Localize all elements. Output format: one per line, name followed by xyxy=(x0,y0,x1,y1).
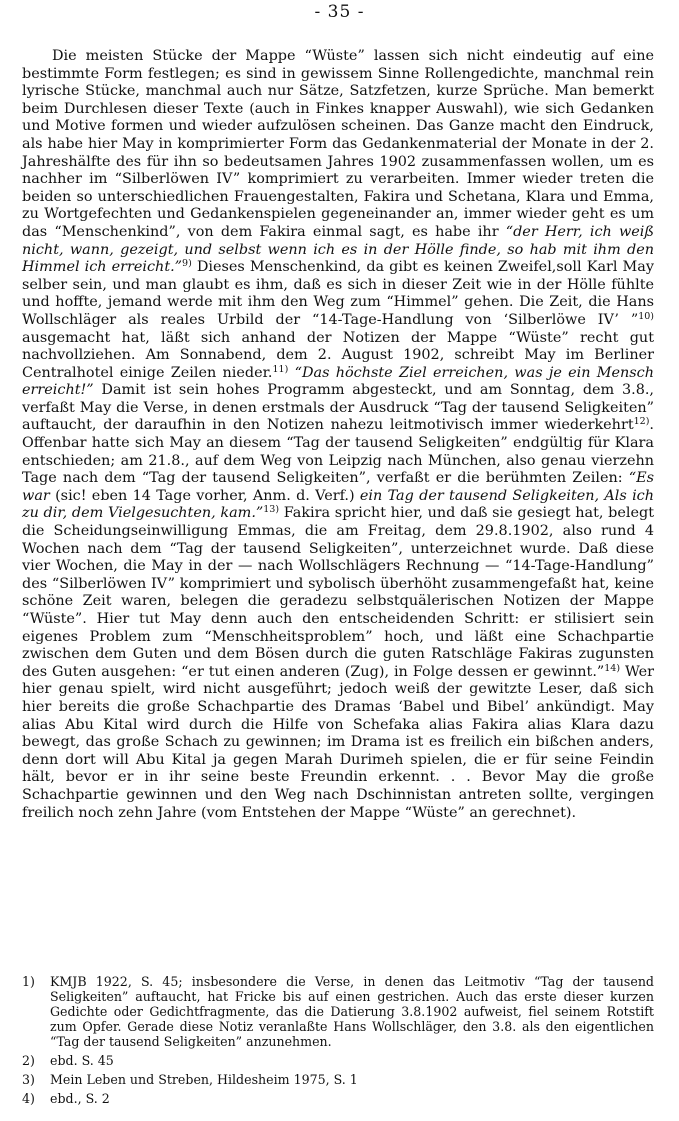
footnote-number: 2) xyxy=(22,1053,35,1068)
quote-tag-der-seligkeiten: ein Tag der tausend Seligkeiten, Als ich zu dir, dem Vielgesuchten, kam.” xyxy=(22,487,654,522)
text-segment: Fakira spricht hier, und daß sie gesiegt hat, belegt die Scheidungseinwilligung Emmas, die am Freitag, dem 29.8.1902, also rund 4 Wochen nach dem “Tag der tausend Seligkeiten”, unterzeichnet wurde. Daß diese vier Wochen, die May in der — nach Wollschlägers Rechnung — “14-Tage-Handlung” des “Silberlöwen IV” komprimiert und sybolisch überhöht zusammengefaßt hat, keine schöne Zeit waren, belegen die geradezu selbstquälerischen Notizen der Mappe “Wüste”. Hier tut May denn auch den entscheidenden Schritt: er stilisiert sein eigenes Problem zum “Menschheitsproblem” hoch, und läßt eine Schachpartie zwischen dem Guten und dem Bösen durch die guten Ratschläge Fakiras zugunsten des Guten ausgehen: “er tut einen anderen (Zug), in Folge dessen er gewinnt.” xyxy=(22,505,655,680)
text-segment: Dieses Menschenkind, da gibt es keinen Zweifel,soll Karl May selber sein, und man glaubt es ihm, daß es sich in dieser Zeit wie in der Hölle fühlte und hoffte, jemand werde mit ihm den Weg zum “Himmel” gehen. Die Zeit, die Hans Wollschläger als reales Urbild der “14-Tage-Handlung von ‘Silberlöwe IV’ ” xyxy=(22,259,654,328)
footnotes xyxy=(22,974,654,1110)
footnote-text: ebd., S. 2 xyxy=(50,1091,110,1106)
footnote-text: Mein Leben und Streben, Hildesheim 1975, S. 1 xyxy=(50,1072,358,1087)
footnote-ref-9: 9) xyxy=(182,258,192,270)
text-segment: (sic! eben 14 Tage vorher, Anm. d. Verf.) xyxy=(49,487,360,504)
quote-hoechstes-ziel: “Das höchste Ziel erreichen, was je ein Mensch erreicht!” xyxy=(22,364,655,399)
footnote-number: 3) xyxy=(22,1072,35,1087)
footnote-number: 1) xyxy=(22,974,35,989)
quote-es-war: “Es war xyxy=(22,470,654,504)
footnote-text: ebd. S. 45 xyxy=(50,1053,114,1068)
text-segment: Wer hier genau spielt, wird nicht ausgeführt; jedoch weiß der gewitzte Leser, daß sich hier bereits die große Schachpartie des Dramas ‘Babel und Bibel’ ankündigt. May alias Abu Kital wird durch die Hilfe von Schefaka alias Fakira alias Klara dazu bewegt, das große Schach zu gewinnen; im Drama ist es freilich ein bißchen anders, denn dort will Abu Kital ja gegen Marah Durimeh spielen, die er für seine Feindin hält, bevor er in ihr seine beste Freundin erkennt. . . Bevor May die große Schachpartie gewinnen und den Weg nach Dschinnistan antreten sollte, vergingen freilich noch zehn Jahre (vom Entstehen der Mappe “Wüste” an gerechnet). xyxy=(22,663,654,821)
text-segment: Die meisten Stücke der Mappe “Wüste” lassen sich nicht eindeutig auf eine bestimmte Form festlegen; es sind in gewissem Sinne Rollengedichte, manchmal rein lyrische Stücke, manchmal auch nur Sätze, Satzfetzen, kurze Sprüche. Man bemerkt beim Durchlesen dieser Texte (auch in Finkes knapper Auswahl), wie sich Gedanken und Motive formen und wieder aufzulösen scheinen. Das Ganze macht den Eindruck, als habe hier May in komprimierter Form das Gedankenmaterial der Monate in der 2. Jahreshälfte des für ihn so bedeutsamen Jahres 1902 zusammenfassen wollen, um es nachher im “Silberlöwen IV” komprimiert zu verarbeiten. Immer wieder treten die beiden so unterschiedlichen Frauengestalten, Fakira und Schetana, Klara und Emma, zu Wortgefechten und Gedankenspielen gegeneinander an, immer wieder geht es um das “Menschenkind”, von dem Fakira einmal sagt, es habe ihr xyxy=(22,48,654,240)
footnote-text: KMJB 1922, S. 45; insbesondere die Verse, in denen das Leitmotiv “Tag der tausend Seligkeiten” auftaucht, hat Fricke bis auf einen gestrichen. Auch das erste dieser kurzen Gedichte oder Gedichtfragmente, das die Datierung 3.8.1902 aufweist, fiel seinem Rotstift zum Opfer. Gerade diese Notiz veranlaßte Hans Wollschläger, den 3.8. als den eigentlichen “Tag der tausend Seligkeiten” anzunehmen. xyxy=(50,974,654,1049)
footnote-4 xyxy=(22,1091,654,1106)
footnote-number: 4) xyxy=(22,1091,35,1106)
text-segment: ausgemacht hat, läßt sich anhand der Notizen der Mappe “Wüste” recht gut nachvollziehen. Am Sonnabend, dem 2. August 1902, schreibt May im Berliner Centralhotel einige Zeilen nieder. xyxy=(22,329,654,381)
footnote-ref-11: 11) xyxy=(272,363,289,375)
text-segment: Damit ist sein hohes Programm abgesteckt, und am Sonntag, dem 3.8., verfaßt May die Verse, in denen erstmals der Ausdruck “Tag der tausend Seligkeiten” auftaucht, der daraufhin in den Notizen nahezu leitmotivisch immer wiederkehrt xyxy=(22,382,654,434)
footnote-ref-14: 14) xyxy=(604,662,621,674)
footnote-ref-12: 12) xyxy=(633,416,650,428)
footnote-2 xyxy=(22,1053,654,1068)
main-paragraph xyxy=(22,48,654,822)
quote-menschenkind: “der Herr, ich weiß nicht, wann, gezeigt, und selbst wenn ich es in der Hölle finde, so hab mit ihm den Himmel ich erreicht.” xyxy=(22,223,654,276)
footnote-3 xyxy=(22,1072,654,1087)
footnote-ref-13: 13) xyxy=(263,504,280,516)
text-segment: . Offenbar hatte sich May an diesem “Tag der tausend Seligkeiten” endgültig für Klara entschieden; am 21.8., auf dem Weg von Leipzig nach München, also genau vierzehn Tage nach dem “Tag der tausend Seligkeiten”, verfaßt er die berühmten Zeilen: xyxy=(22,417,654,487)
footnote-ref-10: 10) xyxy=(638,310,654,322)
page-number: - 35 - xyxy=(314,2,365,22)
footnote-1 xyxy=(22,974,654,1049)
